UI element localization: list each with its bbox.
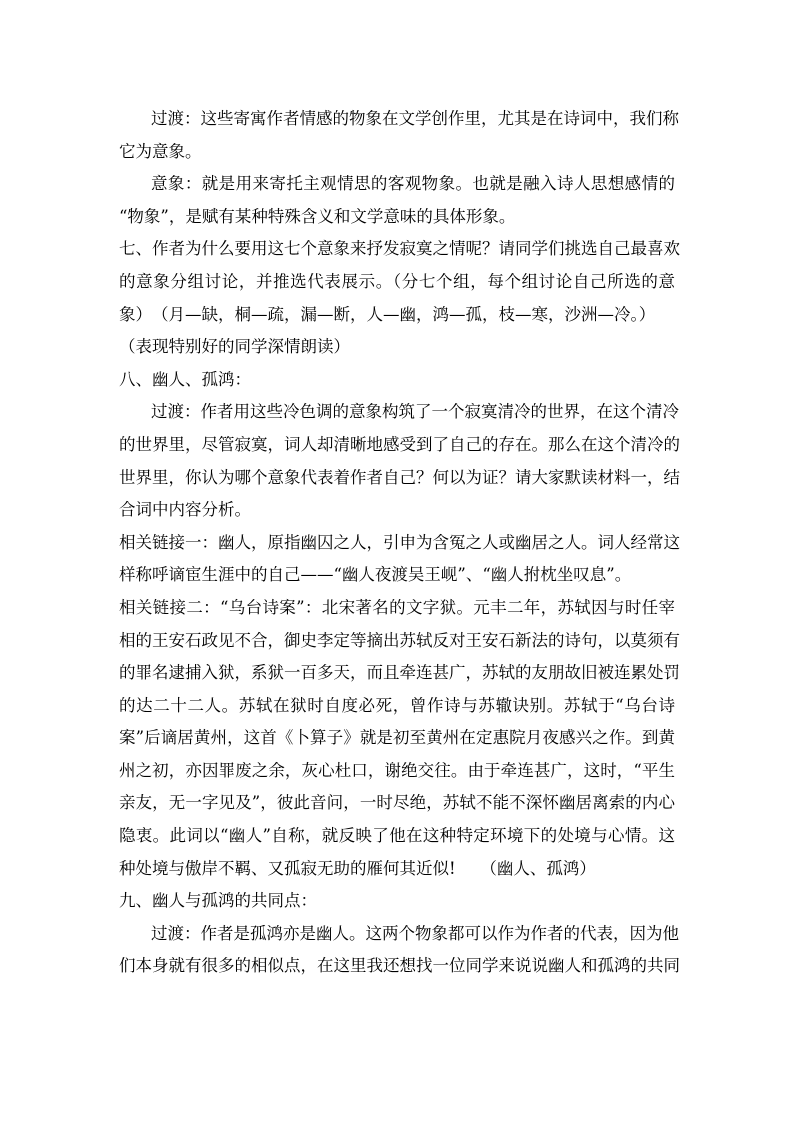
transition-2-line: 的世界里，尽管寂寞，词人却清晰地感受到了自己的存在。那么在这个清冷的	[119, 434, 680, 454]
related-link-2-line: 的罪名逮捕入狱，系狱一百多天，而且牵连甚广，苏轼的友朋故旧被连累处罚	[119, 663, 680, 683]
related-link-1-line: 相关链接一：幽人，原指幽囚之人，引申为含冤之人或幽居之人。词人经常这	[119, 532, 680, 552]
related-link-2-line: 种处境与傲岸不羁、又孤寂无助的雁何其近似! （幽人、孤鸿）	[119, 858, 596, 878]
imagery-definition-line: 意象：就是用来寄托主观情思的客观物象。也就是融入诗人思想感情的	[151, 174, 675, 194]
section-7-note: （表现特别好的同学深情朗读）	[119, 337, 350, 357]
section-7-line: 象） （月—缺，桐—疏，漏—断，人—幽，鸿—孤，枝—寒，沙洲—冷。）	[119, 304, 656, 324]
transition-2-line: 过渡：作者用这些冷色调的意象构筑了一个寂寞清冷的世界，在这个清冷	[151, 402, 679, 422]
related-link-2-line: 州之初，亦因罪废之余，灰心杜口，谢绝交往。由于牵连甚广，这时，“平生	[119, 760, 675, 780]
transition-paragraph-line: 它为意象。	[119, 141, 202, 161]
transition-3-line: 们本身就有很多的相似点，在这里我还想找一位同学来说说幽人和孤鸿的共同	[119, 956, 680, 976]
section-9-heading: 九、幽人与孤鸿的共同点：	[119, 891, 317, 911]
related-link-2-line: 相关链接二：“乌台诗案”：北宋著名的文字狱。元丰二年，苏轼因与时任宰	[119, 597, 675, 617]
imagery-definition-line: “物象”，是赋有某种特殊含义和文学意味的具体形象。	[119, 206, 516, 226]
related-link-2-line: 案”后谪居黄州，这首《卜算子》就是初至黄州在定惠院月夜感兴之作。到黄	[119, 728, 675, 748]
transition-3-line: 过渡：作者是孤鸿亦是幽人。这两个物象都可以作为作者的代表，因为他	[151, 923, 679, 943]
related-link-1-line: 样称呼谪宦生涯中的自己——“幽人夜渡吴王岘”、“幽人拊枕坐叹息”。	[119, 565, 632, 585]
section-7-line: 的意象分组讨论，并推选代表展示。（分七个组，每个组讨论自己所选的意	[119, 271, 675, 291]
related-link-2-line: 的达二十二人。苏轼在狱时自度必死，曾作诗与苏辙诀别。苏轼于“乌台诗	[119, 695, 675, 715]
related-link-2-line: 隐衷。此词以“幽人”自称，就反映了他在这种特定环境下的处境与心情。这	[119, 826, 675, 846]
transition-paragraph-line: 过渡：这些寄寓作者情感的物象在文学创作里，尤其是在诗词中，我们称	[151, 109, 679, 128]
document-page	[119, 103, 680, 983]
related-link-2-line: 亲友，无一字见及”，彼此音问，一时尽绝，苏轼不能不深怀幽居离索的内心	[119, 793, 675, 813]
section-7-line: 七、作者为什么要用这七个意象来抒发寂寞之情呢？请同学们挑选自己最喜欢	[119, 239, 680, 259]
transition-2-line: 世界里，你认为哪个意象代表着作者自己？何以为证？请大家默读材料一，结	[119, 467, 680, 487]
transition-2-line: 合词中内容分析。	[119, 500, 251, 520]
section-8-heading: 八、幽人、孤鸿：	[119, 369, 251, 389]
related-link-2-line: 相的王安石政见不合，御史李定等摘出苏轼反对王安石新法的诗句，以莫须有	[119, 630, 680, 650]
